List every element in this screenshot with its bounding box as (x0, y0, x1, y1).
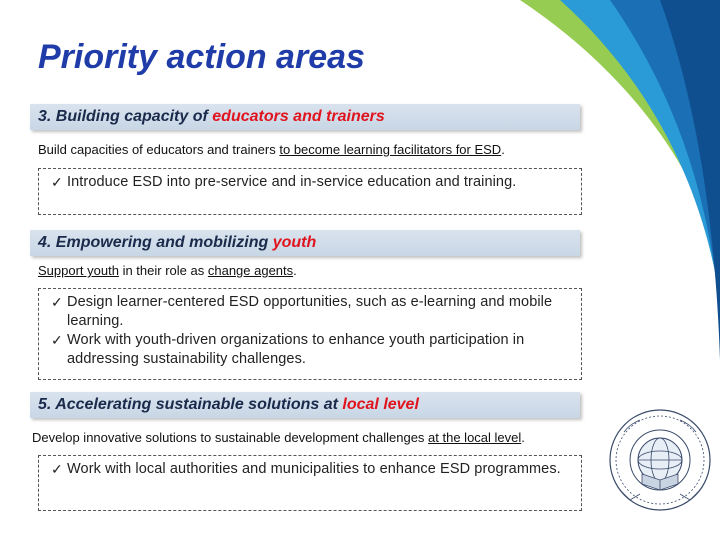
checkmark-icon: ✓ (51, 332, 63, 348)
section-4-description (38, 263, 583, 279)
list-item (53, 293, 573, 331)
section-4-bullet-box (38, 288, 582, 380)
section-3-description (38, 142, 583, 158)
section-5-bullet-box (38, 455, 582, 511)
section-4-number: 4. (38, 234, 52, 251)
slide-title: Priority action areas (38, 38, 365, 76)
section-4-desc-end: . (293, 263, 297, 278)
section-3-heading-text: Building capacity of (55, 108, 208, 125)
bullet-text: Design learner-centered ESD opportunities, such as e-learning and mobile learning. (67, 294, 553, 329)
section-5-number: 5. (38, 396, 52, 413)
section-3-desc-end: . (501, 142, 505, 157)
bullet-text: Work with youth-driven organizations to enhance youth participation in addressing sustainability challenges. (67, 332, 525, 367)
section-3-bullet-box (38, 168, 582, 215)
section-4-desc-underlined-a: Support youth (38, 263, 119, 278)
section-4-desc-text: in their role as (122, 263, 205, 278)
section-3-heading (30, 104, 580, 130)
list-item (53, 331, 573, 369)
section-5-desc-text: Develop innovative solutions to sustainable development challenges (32, 430, 425, 445)
list-item (53, 173, 573, 192)
bullet-text: Introduce ESD into pre-service and in-service education and training. (67, 174, 517, 190)
section-4-heading-text: Empowering and mobilizing (55, 234, 269, 251)
section-5-heading-highlight: local level (342, 396, 419, 413)
bullet-text: Work with local authorities and municipalities to enhance ESD programmes. (67, 461, 561, 477)
section-3-desc-text: Build capacities of educators and trainers (38, 142, 276, 157)
section-5-desc-underlined: at the local level (428, 430, 522, 445)
section-4-desc-underlined-b: change agents (207, 263, 294, 278)
section-3-desc-underlined: to become learning facilitators for ESD (279, 142, 502, 157)
section-5-heading (30, 392, 580, 418)
section-4-heading (30, 230, 580, 256)
section-3-number: 3. (38, 108, 52, 125)
section-3-heading-highlight: educators and trainers (212, 108, 385, 125)
section-5-desc-end: . (521, 430, 525, 445)
section-5-heading-text: Accelerating sustainable solutions at (55, 396, 338, 413)
checkmark-icon: ✓ (51, 294, 63, 310)
decade-of-education-seal-logo (604, 388, 716, 536)
checkmark-icon: ✓ (51, 174, 63, 190)
list-item (53, 460, 573, 479)
section-5-description (32, 430, 572, 446)
section-4-heading-highlight: youth (272, 234, 317, 251)
checkmark-icon: ✓ (51, 461, 63, 477)
